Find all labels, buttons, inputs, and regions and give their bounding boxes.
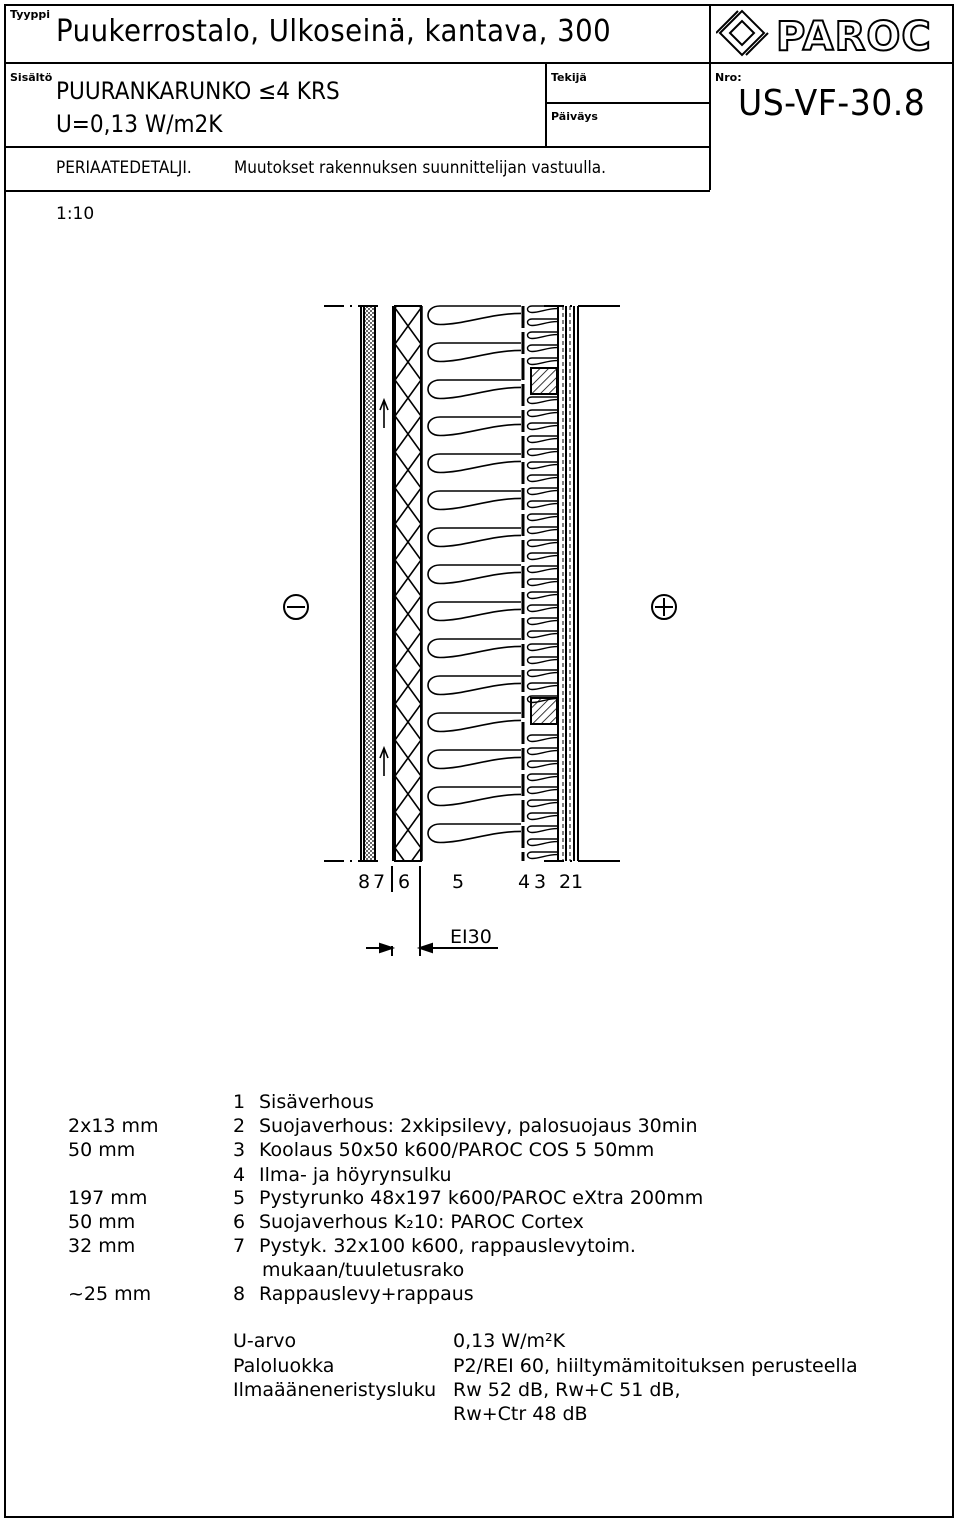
layer-thickness: ~25 mm xyxy=(68,1283,152,1305)
plus-circle-icon xyxy=(652,595,676,619)
property-label: Paloluokka xyxy=(233,1355,335,1377)
type-label: Tyyppi xyxy=(10,8,51,21)
batten-top xyxy=(531,368,557,394)
property-value: P2/REI 60, hiiltymämitoituksen perusteella xyxy=(453,1355,858,1377)
paroc-logo-text: PAROC xyxy=(776,14,932,58)
layer-8-render-board xyxy=(364,306,375,861)
date-label: Päiväys xyxy=(551,110,598,123)
layer-number: 8 xyxy=(233,1283,246,1305)
layer-number: 7 xyxy=(233,1235,246,1257)
layer-description: Rappauslevy+rappaus xyxy=(259,1283,474,1305)
minus-circle-icon xyxy=(284,595,308,619)
property-value: 0,13 W/m²K xyxy=(453,1330,566,1352)
drawing-number: US-VF-30.8 xyxy=(738,83,926,124)
layer-number-5: 5 xyxy=(452,871,465,893)
layer-number-7: 7 xyxy=(373,871,386,893)
layer-thickness: 50 mm xyxy=(68,1211,136,1233)
content-line-1: PUURANKARUNKO ≤4 KRS xyxy=(56,77,340,105)
layer-number: 5 xyxy=(233,1187,246,1209)
layer-description: Pystyk. 32x100 k600, rappauslevytoim. xyxy=(259,1235,636,1257)
layer-6-wind-barrier xyxy=(395,306,421,861)
layer-number: 4 xyxy=(233,1164,246,1186)
property-label: U-arvo xyxy=(233,1330,297,1352)
drawing-scale: 1:10 xyxy=(56,204,95,224)
note-text: Muutokset rakennuksen suunnittelijan vastuulla. xyxy=(234,158,607,178)
layer-description: Pystyrunko 48x197 k600/PAROC eXtra 200mm xyxy=(259,1187,704,1209)
page-title: Puukerrostalo, Ulkoseinä, kantava, 300 xyxy=(56,14,612,49)
fire-class-label: EI30 xyxy=(450,926,492,948)
author-label: Tekijä xyxy=(551,71,587,84)
airflow-arrow-icon xyxy=(380,748,388,776)
content-label: Sisältö xyxy=(10,71,53,84)
layer-description: Suojaverhous K₂10: PAROC Cortex xyxy=(259,1211,584,1233)
layer-number-1: 1 xyxy=(571,871,584,893)
layer-thickness: 2x13 mm xyxy=(68,1115,159,1137)
layer-description: Sisäverhous xyxy=(259,1091,374,1113)
layer-thickness: 32 mm xyxy=(68,1235,136,1257)
insulation-wave xyxy=(428,306,521,843)
layer-number-2: 2 xyxy=(559,871,572,893)
layer-thickness: 197 mm xyxy=(68,1187,148,1209)
number-label: Nro: xyxy=(715,71,742,84)
layer-number-6: 6 xyxy=(398,871,411,893)
layer-5-insulation xyxy=(428,306,521,843)
note-type: PERIAATEDETALJI. xyxy=(56,158,192,178)
layer-description: Ilma- ja höyrynsulku xyxy=(259,1164,452,1186)
content-line-2: U=0,13 W/m2K xyxy=(56,110,223,138)
layer-number-8: 8 xyxy=(358,871,371,893)
layer-number: 1 xyxy=(233,1091,246,1113)
batten-bottom xyxy=(531,698,557,724)
layer-number: 2 xyxy=(233,1115,246,1137)
property-label: Ilmaääneneristysluku xyxy=(233,1379,437,1401)
layer-number: 3 xyxy=(233,1139,246,1161)
property-value: Rw 52 dB, Rw+C 51 dB, xyxy=(453,1379,681,1401)
layer-number-4: 4 xyxy=(518,871,531,893)
layer-description: Koolaus 50x50 k600/PAROC COS 5 50mm xyxy=(259,1139,655,1161)
property-value: Rw+Ctr 48 dB xyxy=(453,1403,588,1425)
layer-number: 6 xyxy=(233,1211,246,1233)
layer-description: Suojaverhous: 2xkipsilevy, palosuojaus 30min xyxy=(259,1115,698,1137)
layer-description: mukaan/tuuletusrako xyxy=(262,1259,465,1281)
layer-number-3: 3 xyxy=(534,871,547,893)
airflow-arrow-icon xyxy=(380,400,388,428)
layer-thickness: 50 mm xyxy=(68,1139,136,1161)
